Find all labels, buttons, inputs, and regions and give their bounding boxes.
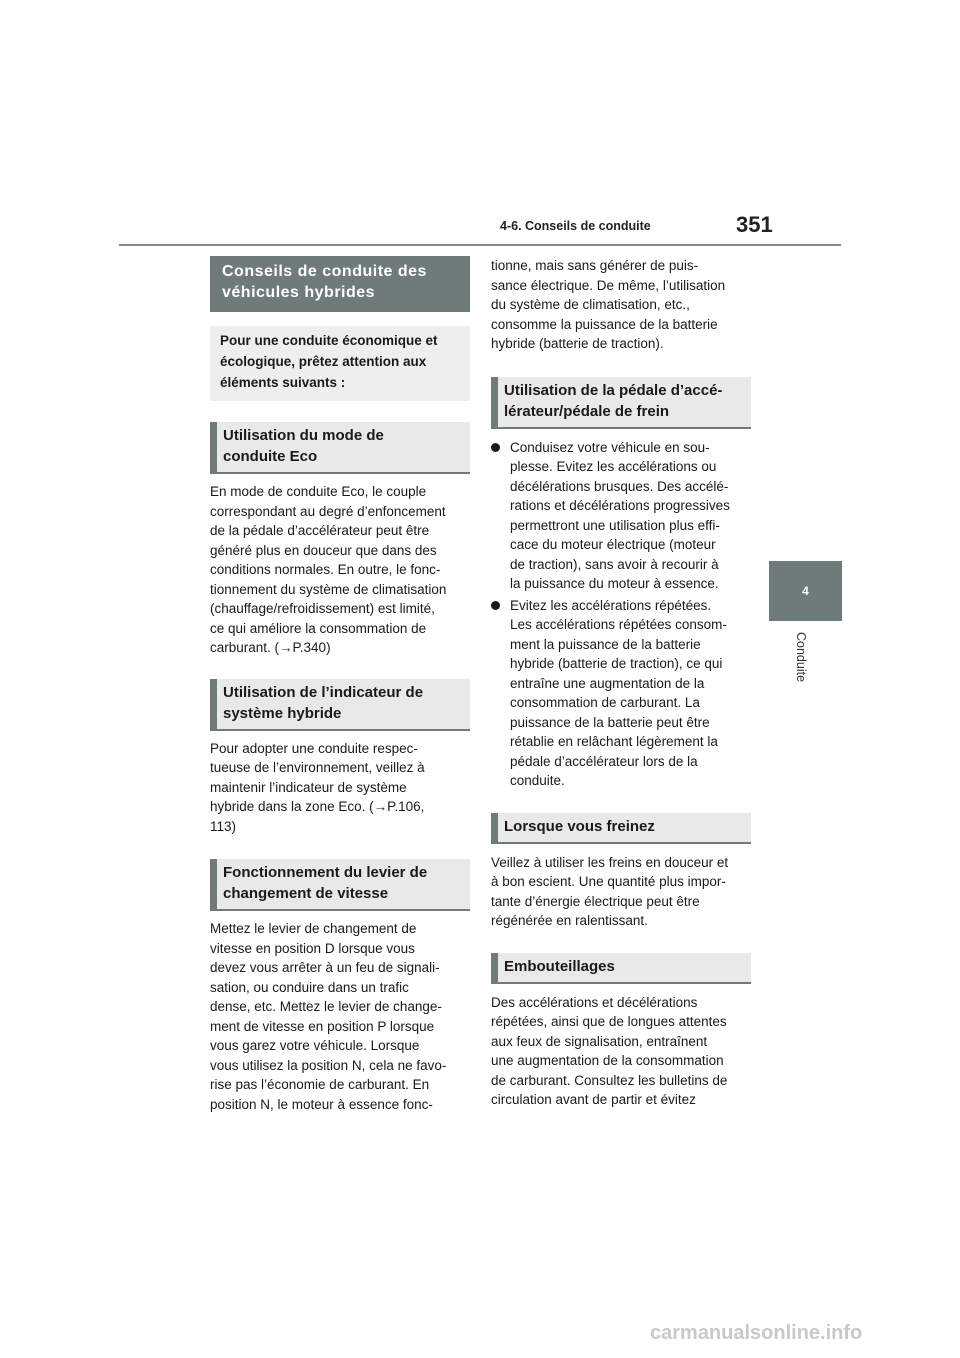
section-title: 4-6. Conseils de conduite: [500, 219, 651, 233]
chapter-label: Conduite: [794, 632, 808, 683]
hybrid-indicator-heading: Utilisation de l’indicateur de système hybride: [210, 679, 470, 731]
left-column: [210, 256, 470, 1114]
watermark: carmanualsonline.info: [650, 1322, 863, 1344]
braking-heading: Lorsque vous freinez: [491, 813, 751, 844]
list-item: [491, 596, 751, 791]
intro-box: Pour une conduite économique et écologique, prêtez attention aux éléments suivants :: [210, 326, 470, 401]
right-column: [491, 256, 751, 1110]
continuation-text: tionne, mais sans générer de puis- sance électrique. De même, l’utilisation du système de climatisation, etc., consomme la puissance de la batterie hybride (batterie de traction).: [491, 258, 726, 351]
hybrid-indicator-text: Pour adopter une conduite respec- tueuse de l’environnement, veillez à maintenir l’indicateur de système hybride dans la zone Eco. (→P.106, 113): [210, 740, 425, 834]
shift-lever-heading: Fonctionnement du levier de changement de vitesse: [210, 859, 470, 911]
pedal-bullet-list: [491, 438, 751, 791]
main-title: Conseils de conduite des véhicules hybrides: [210, 256, 470, 312]
chapter-number: 4: [802, 584, 809, 598]
page-number: 351: [736, 212, 773, 237]
bullet-text: Evitez les accélérations répétées. Les accélérations répétées consom- ment la puissance de la batterie hybride (batterie de traction), ce qui entraîne une augmentation de la consommation de carburant. La puissance de la batterie peut être rétablie en relâchant légèrement la pédale d’accélérateur lors de la conduite.: [510, 597, 727, 788]
bullet-text: Conduisez votre véhicule en sou- plesse. Evitez les accélérations ou décélérations brusques. Des accélé- rations et décélérations progressives permettront une utilisation plus effi- cace du moteur électrique (moteur de traction), sans avoir à recourir à la puissance du moteur à essence.: [510, 439, 730, 591]
bullet-icon: [491, 443, 500, 452]
chapter-tab: [769, 561, 842, 621]
shift-lever-text: Mettez le levier de changement de vitesse en position D lorsque vous devez vous arrêter à un feu de signali- sation, ou conduire dans un trafic dense, etc. Mettez le levier de change- ment de vitesse en position P lorsque vous garez votre véhicule. Lorsque vous utilisez la position N, cela ne favo- rise pas l’économie de carburant. En position N, le moteur à essence fonc-: [210, 921, 447, 1112]
bullet-icon: [491, 601, 500, 610]
braking-text: Veillez à utiliser les freins en douceur et à bon escient. Une quantité plus impor- tante d’énergie électrique peut être régénérée en ralentissant.: [491, 854, 729, 928]
eco-mode-text: En mode de conduite Eco, le couple correspondant au degré d’enfoncement de la pédale d’accélérateur peut être généré plus en douceur que dans des conditions normales. En outre, le fonc- tionnement du système de climatisation (chauffage/refroidissement) est limité, ce qui améliore la consommation de carburant. (→P.340): [210, 484, 447, 655]
traffic-heading: Embouteillages: [491, 953, 751, 984]
traffic-text: Des accélérations et décélérations répétées, ainsi que de longues attentes aux feux de signalisation, entraînent une augmentation de la consommation de carburant. Consultez les bulletins de circulation avant de partir et évitez: [491, 994, 728, 1107]
list-item: [491, 438, 751, 594]
header-divider: [119, 244, 841, 246]
pedal-heading: Utilisation de la pédale d’accé- lérateur/pédale de frein: [491, 377, 751, 429]
eco-mode-heading: Utilisation du mode de conduite Eco: [210, 422, 470, 474]
